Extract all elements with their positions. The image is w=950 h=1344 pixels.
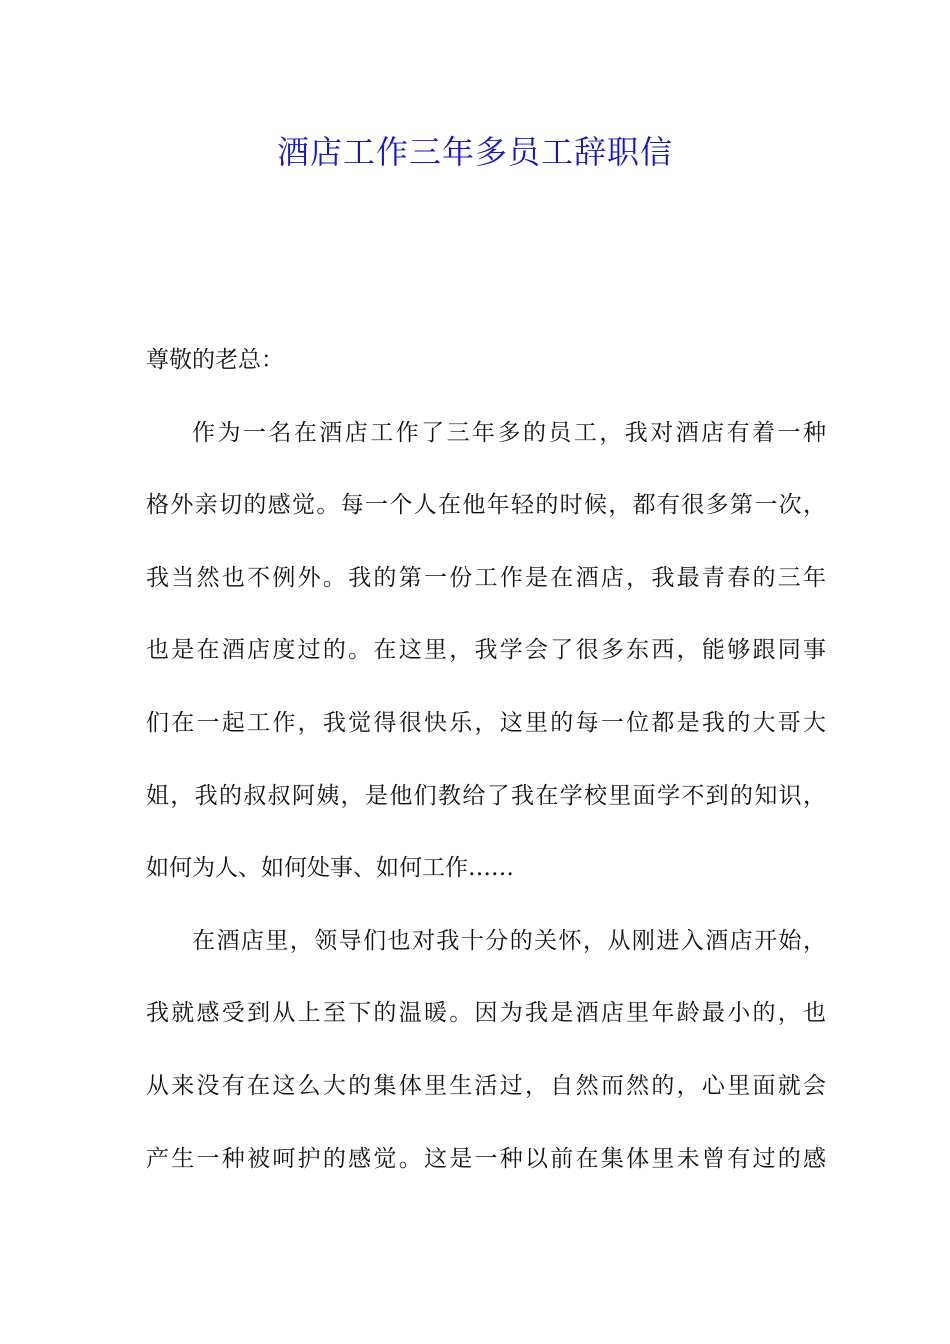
paragraph-line: 我当然也不例外。我的第一份工作是在酒店，我最青春的三年 [146, 564, 826, 591]
paragraph-line: 姐，我的叔叔阿姨，是他们教给了我在学校里面学不到的知识， [146, 782, 826, 809]
paragraph-line: 们在一起工作，我觉得很快乐，这里的每一位都是我的大哥大 [146, 709, 826, 736]
paragraph-line: 作为一名在酒店工作了三年多的员工，我对酒店有着一种 [192, 419, 826, 446]
letter-body [146, 338, 826, 1209]
paragraph-line: 在酒店里，领导们也对我十分的关怀，从刚进入酒店开始， [192, 927, 826, 954]
paragraph-line: 格外亲切的感觉。每一个人在他年轻的时候，都有很多第一次， [146, 492, 826, 519]
paragraph-line: 产生一种被呵护的感觉。这是一种以前在集体里未曾有过的感 [146, 1145, 826, 1172]
paragraph-line: 如何为人、如何处事、如何工作…… [146, 855, 514, 882]
paragraph-line: 也是在酒店度过的。在这里，我学会了很多东西，能够跟同事 [146, 637, 826, 664]
paragraph-line: 我就感受到从上至下的温暖。因为我是酒店里年龄最小的，也 [146, 1000, 826, 1027]
salutation: 尊敬的老总： [146, 347, 284, 373]
paragraph-line: 从来没有在这么大的集体里生活过，自然而然的，心里面就会 [146, 1072, 826, 1099]
document-title: 酒店工作三年多员工辞职信 [276, 133, 673, 171]
